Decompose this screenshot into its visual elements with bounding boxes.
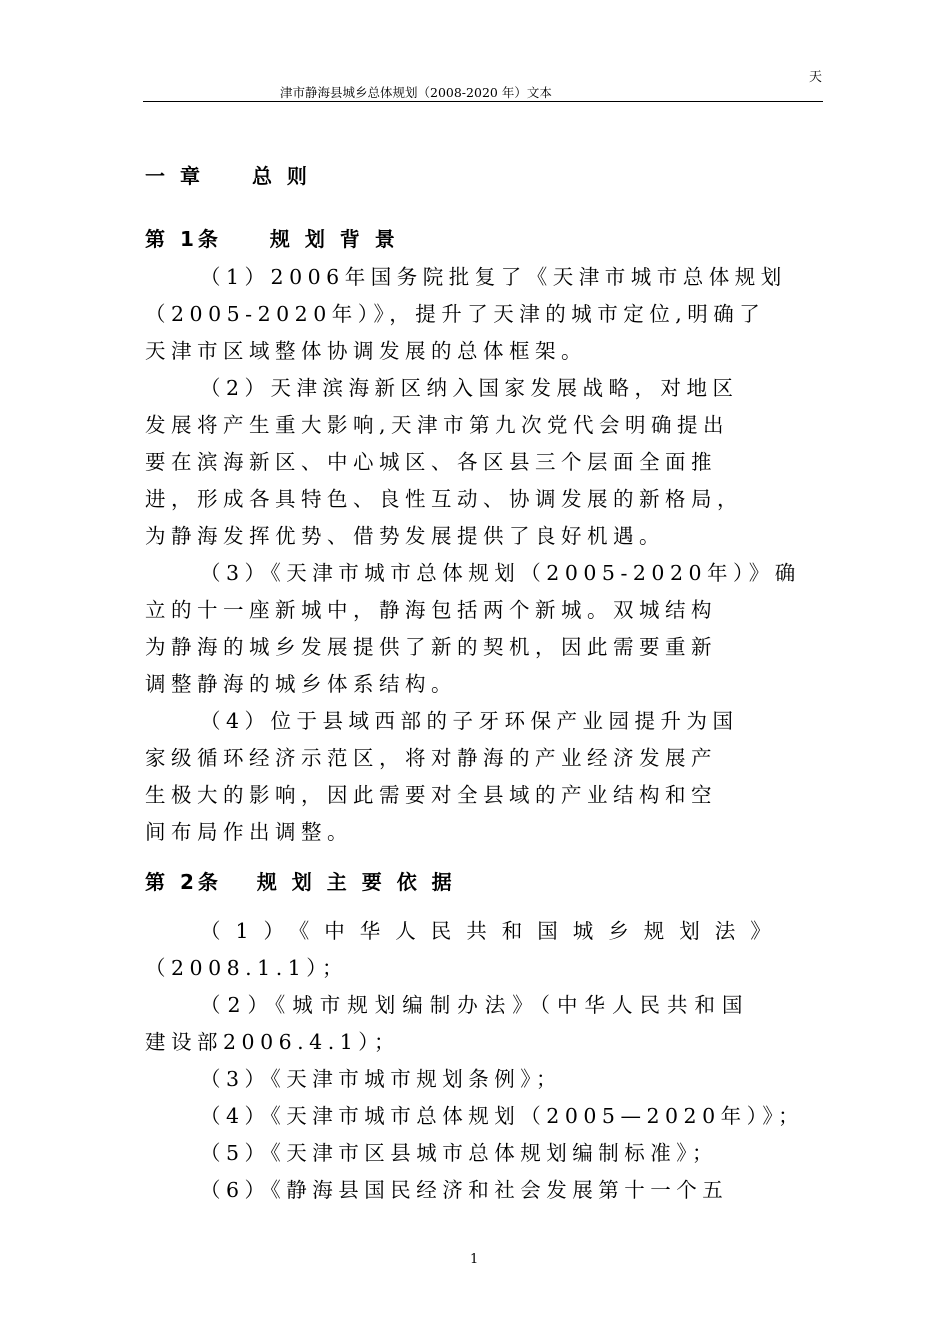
section-1-line: （1）2006年国务院批复了《天津市城市总体规划 <box>200 265 787 289</box>
section-1-line: 进，形成各具特色、良性互动、协调发展的新格局， <box>145 487 743 511</box>
section-1-line: 立的十一座新城中，静海包括两个新城。双城结构 <box>145 598 717 622</box>
section-1-line: （2005-2020年）》，提升了天津的城市定位,明确了 <box>145 302 766 326</box>
header-rule <box>143 101 823 102</box>
section-2-line: （1）《中华人民共和国城乡规划法》 <box>200 919 786 943</box>
section-2-line: 建设部2006.4.1）； <box>145 1030 401 1054</box>
section-2-line: （3）《天津市城市规划条例》； <box>200 1067 563 1091</box>
section-1-line: 要在滨海新区、中心城区、各区县三个层面全面推 <box>145 450 717 474</box>
section-1-line: 天津市区域整体协调发展的总体框架。 <box>145 339 587 363</box>
section-1-line: 为静海的城乡发展提供了新的契机，因此需要重新 <box>145 635 717 659</box>
section-1-line: 为静海发挥优势、借势发展提供了良好机遇。 <box>145 524 665 548</box>
section-2-line: （2008.1.1）； <box>145 956 349 980</box>
section-2-heading: 第 2条 规 划 主 要 依 据 <box>145 870 456 894</box>
section-1-line: 家级循环经济示范区，将对静海的产业经济发展产 <box>145 746 717 770</box>
page-number: 1 <box>470 1252 479 1267</box>
section-2-line: （6）《静海县国民经济和社会发展第十一个五 <box>200 1178 729 1202</box>
header-corner-char: 天 <box>809 70 823 85</box>
chapter-title: 一 章 总 则 <box>145 164 311 188</box>
section-2-line: （4）《天津市城市总体规划（2005—2020年）》； <box>200 1104 805 1128</box>
section-1-line: 间布局作出调整。 <box>145 820 353 844</box>
section-2-line: （5）《天津市区县城市总体规划编制标准》； <box>200 1141 719 1165</box>
section-1-line: 调整静海的城乡体系结构。 <box>145 672 457 696</box>
section-1-heading: 第 1条 规 划 背 景 <box>145 227 399 251</box>
header-title: 津市静海县城乡总体规划（2008-2020 年）文本 <box>280 85 552 100</box>
section-1-line: （2）天津滨海新区纳入国家发展战略，对地区 <box>200 376 739 400</box>
section-1-line: （4）位于县域西部的子牙环保产业园提升为国 <box>200 709 739 733</box>
section-1-line: 生极大的影响，因此需要对全县域的产业结构和空 <box>145 783 717 807</box>
section-2-line: （2）《城市规划编制办法》（中华人民共和国 <box>200 993 750 1017</box>
section-1-line: 发展将产生重大影响,天津市第九次党代会明确提出 <box>145 413 730 437</box>
section-1-line: （3）《天津市城市总体规划（2005-2020年）》确 <box>200 561 801 585</box>
